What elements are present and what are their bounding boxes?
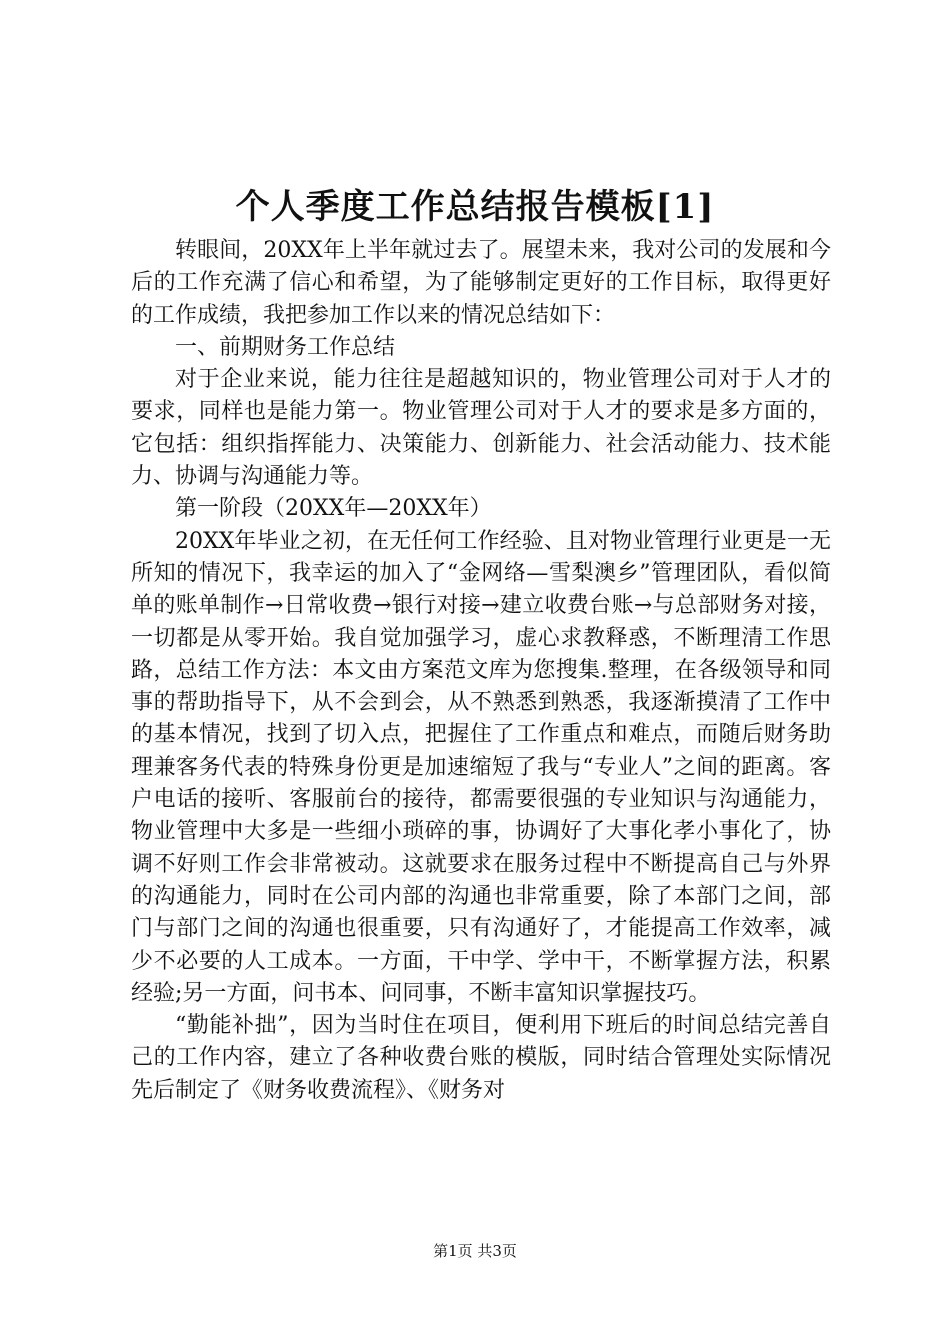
paragraph-intro: 转眼间，20XX年上半年就过去了。展望未来，我对公司的发展和今后的工作充满了信心和希望，为了能够制定更好的工作目标，取得更好的工作成绩，我把参加工作以来的情况总结如下： (131, 238, 831, 328)
document-title: 个人季度工作总结报告模板[1] (235, 187, 715, 227)
page-number: 第1页 共3页 (433, 1242, 517, 1260)
paragraph-stage-one: 20XX年毕业之初，在无任何工作经验、且对物业管理行业更是一无所知的情况下，我幸运的加入了“金网络—雪梨澳乡”管理团队，看似简单的账单制作→日常收费→银行对接→建立收费台账→与总部财务对接，一切都是从零开始。我自觉加强学习，虚心求教释惑，不断理清工作思路，总结工作方法：本文由方案范文库为您搜集.整理，在各级领导和同事的帮助指导下，从不会到会，从不熟悉到熟悉，我逐渐摸清了工作中的基本情况，找到了切入点，把握住了工作重点和难点，而随后财务助理兼客务代表的特殊身份更是加速缩短了我与“专业人”之间的距离。客户电话的接听、客服前台的接待，都需要很强的专业知识与沟通能力，物业管理中大多是一些细小琐碎的事，协调好了大事化孝小事化了，协调不好则工作会非常被动。这就要求在服务过程中不断提高自己与外界的沟通能力，同时在公司内部的沟通也非常重要，除了本部门之间，部门与部门之间的沟通也很重要，只有沟通好了，才能提高工作效率，减少不必要的人工成本。一方面，干中学、学中干，不断掌握方法，积累经验;另一方面，问书本、问同事，不断丰富知识掌握技巧。 (131, 528, 831, 1006)
document-body (131, 235, 831, 1107)
section-heading: 一、前期财务工作总结 (175, 334, 396, 360)
paragraph-ability: 对于企业来说，能力往往是超越知识的，物业管理公司对于人才的要求，同样也是能力第一。物业管理公司对于人才的要求是多方面的，它包括：组织指挥能力、决策能力、创新能力、社会活动能力、技术能力、协调与沟通能力等。 (131, 367, 831, 490)
paragraph-diligence: “勤能补拙”，因为当时住在项目，便利用下班后的时间总结完善自己的工作内容，建立了各种收费台账的模版，同时结合管理处实际情况先后制定了《财务收费流程》、《财务对 (131, 1013, 831, 1103)
stage-heading: 第一阶段（20XX年—20XX年） (175, 496, 492, 522)
